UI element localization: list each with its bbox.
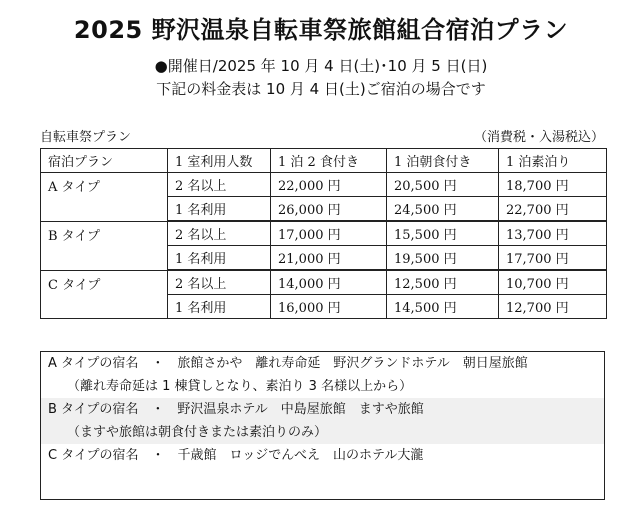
cell-breakfast: 14,500 円 (387, 295, 499, 319)
type-c-label: C タイプ (41, 270, 168, 319)
header-breakfast: 1 泊朝食付き (387, 149, 499, 173)
page-title: 2025 野沢温泉自転車祭旅館組合宿泊プラン (73, 16, 569, 44)
cell-breakfast: 15,500 円 (387, 221, 499, 246)
cell-two-meals: 26,000 円 (271, 197, 387, 222)
cell-two-meals: 14,000 円 (271, 270, 387, 295)
header-plan: 宿泊プラン (41, 149, 168, 173)
type-b-note: （ますや旅館は朝食付きまたは素泊りのみ） (41, 421, 604, 444)
cell-two-meals: 17,000 円 (271, 221, 387, 246)
type-a-note: （離れ寿命延は 1 棟貸しとなり、素泊り 3 名様以上から） (67, 379, 413, 394)
table-row (41, 270, 607, 295)
type-a-inns: A タイプの宿名 ・ 旅館さかや 離れ寿命延 野沢グランドホテル 朝日屋旅館 (48, 356, 528, 371)
cell-two-meals: 21,000 円 (271, 246, 387, 271)
cell-people: 1 名利用 (168, 295, 271, 319)
cell-people: 1 名利用 (168, 197, 271, 222)
cell-room-only: 13,700 円 (499, 221, 607, 246)
cell-room-only: 10,700 円 (499, 270, 607, 295)
cell-two-meals: 22,000 円 (271, 173, 387, 197)
type-c-inns: C タイプの宿名 ・ 千歳館 ロッジでんべえ 山のホテル大瀧 (48, 448, 424, 463)
cell-room-only: 18,700 円 (499, 173, 607, 197)
tax-note: （消費税・入湯税込） (473, 130, 604, 145)
cell-breakfast: 12,500 円 (387, 270, 499, 295)
cell-room-only: 22,700 円 (499, 197, 607, 222)
event-dates: ●開催日/2025 年 10 月 4 日(土)･10 月 5 日(日) (154, 57, 488, 75)
cell-people: 2 名以上 (168, 173, 271, 197)
cell-breakfast: 24,500 円 (387, 197, 499, 222)
cell-room-only: 17,700 円 (499, 246, 607, 271)
type-b-label: B タイプ (41, 221, 168, 270)
table-row (41, 173, 607, 197)
cell-people: 2 名以上 (168, 270, 271, 295)
price-table (40, 148, 607, 319)
inn-list-box (40, 351, 605, 500)
cell-breakfast: 19,500 円 (387, 246, 499, 271)
type-b-inns: B タイプの宿名 ・ 野沢温泉ホテル 中島屋旅館 ますや旅館 (41, 398, 604, 421)
type-a-label: A タイプ (41, 173, 168, 222)
price-note: 下記の料金表は 10 月 4 日(土)ご宿泊の場合です (156, 80, 486, 98)
table-caption: 自転車祭プラン (40, 130, 132, 145)
cell-breakfast: 20,500 円 (387, 173, 499, 197)
header-room-only: 1 泊素泊り (499, 149, 607, 173)
cell-room-only: 12,700 円 (499, 295, 607, 319)
table-row (41, 221, 607, 246)
cell-people: 1 名利用 (168, 246, 271, 271)
cell-people: 2 名以上 (168, 221, 271, 246)
header-people: 1 室利用人数 (168, 149, 271, 173)
header-two-meals: 1 泊 2 食付き (271, 149, 387, 173)
cell-two-meals: 16,000 円 (271, 295, 387, 319)
table-header-row (41, 149, 607, 173)
